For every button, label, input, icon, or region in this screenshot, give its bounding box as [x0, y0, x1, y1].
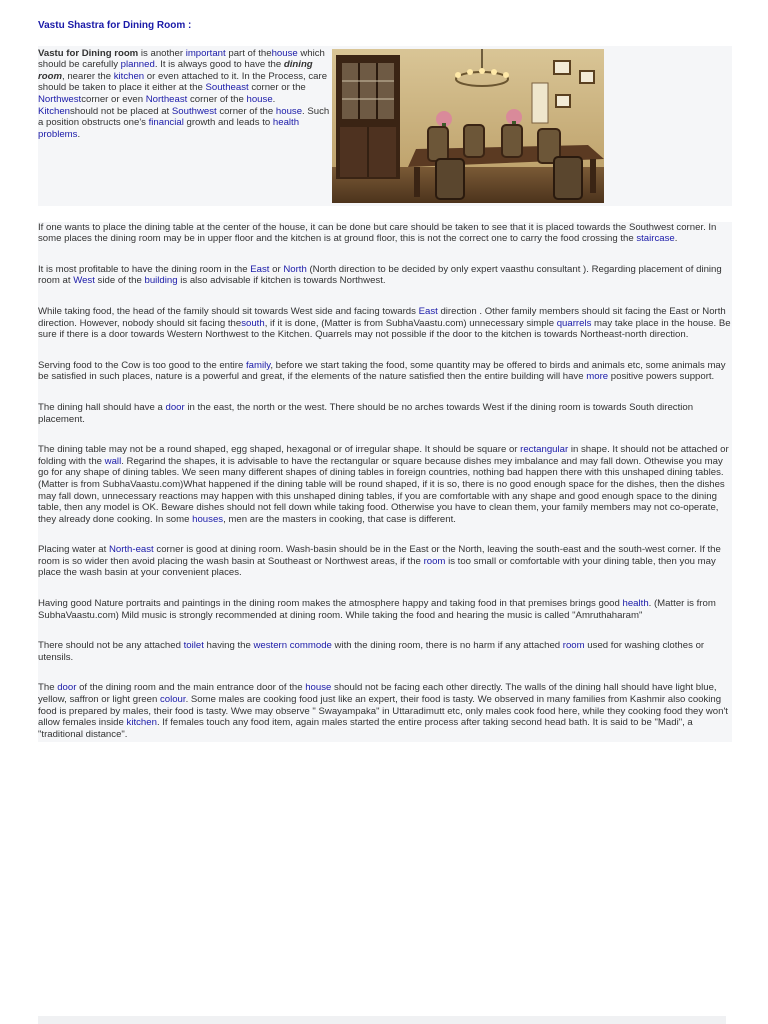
inline-link[interactable]: kitchen — [126, 717, 157, 729]
text-run: While taking food, the head of the family should sit towards West side and facing towards — [38, 305, 419, 317]
text-run: with the dining room, there is no harm if any attached — [331, 640, 563, 652]
text-run: part of the — [225, 47, 272, 59]
text-run: . It is always good to have the — [154, 59, 284, 71]
bold-italic-text: dining room — [38, 59, 313, 82]
text-run: in the east, the north or the west. There should be no arches towards West if the dining room is towards South direction placement. — [38, 401, 694, 425]
inline-link[interactable]: financial — [148, 117, 184, 129]
intro-paragraph — [38, 48, 330, 141]
text-run: may take place in the house. Be sure if there is a door towards Western Northwest to the Kitchen. Quarrels may not possible if the door to the kitchen is towards Northeast-north direction. — [38, 317, 731, 341]
inline-link[interactable]: house — [246, 93, 273, 105]
inline-link[interactable]: western commode — [253, 640, 332, 652]
inline-link[interactable]: Southwest — [171, 105, 217, 117]
article-paragraph — [38, 598, 732, 621]
text-run: growth and leads to — [183, 117, 273, 129]
article-paragraph — [38, 222, 732, 245]
text-run: The dining table may not be a round shaped, egg shaped, hexagonal or of irregular shape. It should be square or — [38, 444, 521, 456]
text-run: of the dining room and the main entrance door of the — [76, 682, 306, 694]
article-paragraph — [38, 640, 732, 663]
text-run: . Some males are cooking food just like an expert, their food is tasty. We observed in many families from Kashmir also cooking food is prepared by males, their food is tasty. Wwe may observe " Swayampaka" in Uttaradimutt etc, only males cook food here, while they cooking food they won't allow females inside — [38, 694, 728, 729]
text-run: should not be placed at — [70, 105, 172, 117]
text-run: which should be carefully — [38, 47, 325, 71]
text-run: Serving food to the Cow is too good to the entire — [38, 359, 246, 371]
text-run: Having good Nature portraits and paintings in the dining room makes the atmosphere happy and taking food in that premises brings good — [38, 598, 623, 610]
text-run: is also advisable if kitchen is towards Northwest. — [177, 275, 386, 287]
inline-link[interactable]: south — [241, 317, 265, 329]
text-run: If one wants to place the dining table at the center of the house, it can be done but care should be taken to see that it is placed towards the Southwest corner. In some places the dining room may be in upper floor and the kitchen is at ground floor, this is not the correct one to carry the food crossing the — [38, 221, 717, 245]
text-run: There should not be any attached — [38, 640, 184, 652]
inline-link[interactable]: Kitchen — [38, 105, 70, 117]
inline-link[interactable]: house — [305, 682, 332, 694]
text-run: Placing water at — [38, 544, 109, 556]
inline-link[interactable]: more — [586, 371, 609, 383]
inline-link[interactable]: colour — [159, 694, 186, 706]
inline-link[interactable]: quarrels — [556, 317, 592, 329]
inline-link[interactable]: health — [622, 598, 649, 610]
inline-link[interactable]: kitchen — [113, 70, 145, 82]
text-run: The — [38, 682, 58, 694]
inline-link[interactable]: important — [185, 47, 226, 59]
text-run: should not be facing each other directly. The walls of the dining hall should have light blue, yellow, saffron or light green — [38, 682, 717, 706]
text-run: . — [674, 233, 678, 245]
article-paragraph — [38, 264, 732, 287]
inline-link[interactable]: room — [423, 555, 446, 567]
text-run: , before we start taking the food, some quantity may be offered to birds and animals etc, some animals may be satisfied in such places, nature is a powerful and great, if the elements of the nature satisfied then the entire building will have — [38, 359, 726, 383]
inline-link[interactable]: planned — [120, 59, 155, 71]
article-body — [38, 222, 732, 743]
article-paragraph — [38, 360, 732, 383]
article-paragraph — [38, 306, 732, 341]
text-run: , if it is done, (Matter is from SubhaVaastu.com) unnecessary simple — [264, 317, 557, 329]
text-run: , men are the masters in cooking, that case is different. — [223, 513, 456, 525]
text-run: corner is good at dining room. Wash-basin should be in the East or the North, leaving the south-east and the south-west corner. If the room is so wider then avoid placing the wash basin at Southeast or Northwest areas, if the — [38, 544, 721, 567]
inline-link[interactable]: East — [418, 305, 438, 317]
inline-link[interactable]: West — [73, 275, 95, 287]
inline-link[interactable]: rectangular — [520, 444, 569, 456]
inline-link[interactable]: North — [283, 263, 307, 275]
inline-link[interactable]: family — [246, 359, 271, 371]
text-run: in shape. It should not be attached or folding with the — [38, 444, 729, 467]
text-run: or even attached to it. In the Process, care should be taken to place it either at the — [38, 70, 328, 94]
article-paragraph — [38, 444, 732, 525]
article — [38, 20, 732, 742]
text-run: used for washing clothes or utensils. — [38, 640, 705, 663]
text-run: . — [77, 128, 81, 140]
text-run: . (Matter is from SubhaVaastu.com) Mild music is strongly recommended at dining room. While taking the food and hearing the music is called "Amruthaharam" — [38, 598, 716, 621]
text-run: is too small or comfortable with your dining table, then you may place the wash basin at your convenient places. — [38, 555, 716, 579]
inline-link[interactable]: North-east — [108, 544, 154, 556]
text-run: , nearer the — [61, 70, 114, 82]
article-paragraph — [38, 544, 732, 579]
text-run: The dining hall should have a — [38, 401, 166, 413]
footer-strip — [38, 1016, 726, 1024]
inline-link[interactable]: building — [144, 275, 178, 287]
inline-link[interactable]: house — [271, 47, 298, 59]
article-paragraph — [38, 402, 732, 425]
article-paragraph — [38, 682, 732, 740]
text-run: . — [272, 93, 276, 105]
text-run: corner of the — [216, 105, 276, 117]
inline-link[interactable]: toilet — [183, 640, 204, 652]
text-run: (North direction to be decided by only expert vaasthu consultant ). Regarding placement of dining room at — [38, 263, 722, 287]
inline-link[interactable]: houses — [192, 513, 224, 525]
text-run: corner of the — [187, 93, 247, 105]
text-run: . If females touch any food item, again males started the entire process after taking second head bath. It is said to be "Madi", a "traditional distance". — [38, 717, 693, 740]
inline-link[interactable]: door — [57, 682, 77, 694]
bold-text: Vastu for Dining room — [38, 47, 139, 59]
text-run: side of the — [94, 275, 145, 287]
text-run: having the — [203, 640, 254, 652]
intro-section — [38, 46, 732, 206]
inline-link[interactable]: East — [250, 263, 270, 275]
text-run: . Such a position obstructs one's — [38, 105, 330, 129]
text-run: corner or even — [81, 93, 146, 105]
inline-link[interactable]: door — [165, 401, 185, 413]
page-title: Vastu Shastra for Dining Room : — [38, 20, 192, 31]
inline-link[interactable]: staircase — [636, 233, 675, 245]
text-run: direction . Other family members should sit facing the East or North direction. However, nobody should sit facing the — [38, 305, 726, 329]
inline-link[interactable]: Northwest — [38, 93, 82, 105]
text-run: or — [269, 263, 284, 275]
text-run: It is most profitable to have the dining room in the — [38, 263, 251, 275]
inline-link[interactable]: Southeast — [205, 82, 249, 94]
inline-link[interactable]: wall — [104, 455, 122, 467]
inline-link[interactable]: house — [275, 105, 303, 117]
dining-room-photo — [332, 49, 604, 203]
text-run: positive powers support. — [608, 371, 715, 383]
inline-link[interactable]: health problems — [38, 117, 300, 140]
inline-link[interactable]: Northeast — [145, 93, 188, 105]
text-run: is another — [138, 47, 186, 59]
text-run: corner or the — [248, 82, 306, 94]
inline-link[interactable]: room — [562, 640, 585, 652]
text-run: . Regarind the shapes, it is advisable to have the rectangular or square because dishes mey imbalance and may fall down. Othewise you may go for any shape of dining tables. We seen many different shapes of dining tables in foreign countries, nothing bad happen there with this unshaped dining tables. (Matter is from SubhaVaastu.com)What happened if the dining table will be round shaped, if it is so, there is no good enough space for the dishes, then the dishes may fall down, unnecessary reactions may happen with this unshaped dining tables, if you are comfortable with any shape and good enough space to the dining table, then any model is OK. Beware dishes should not fell down while taking food. Otherwise you have to clean them, your family members may not co-operate, they already done cooking. In some — [38, 455, 725, 525]
